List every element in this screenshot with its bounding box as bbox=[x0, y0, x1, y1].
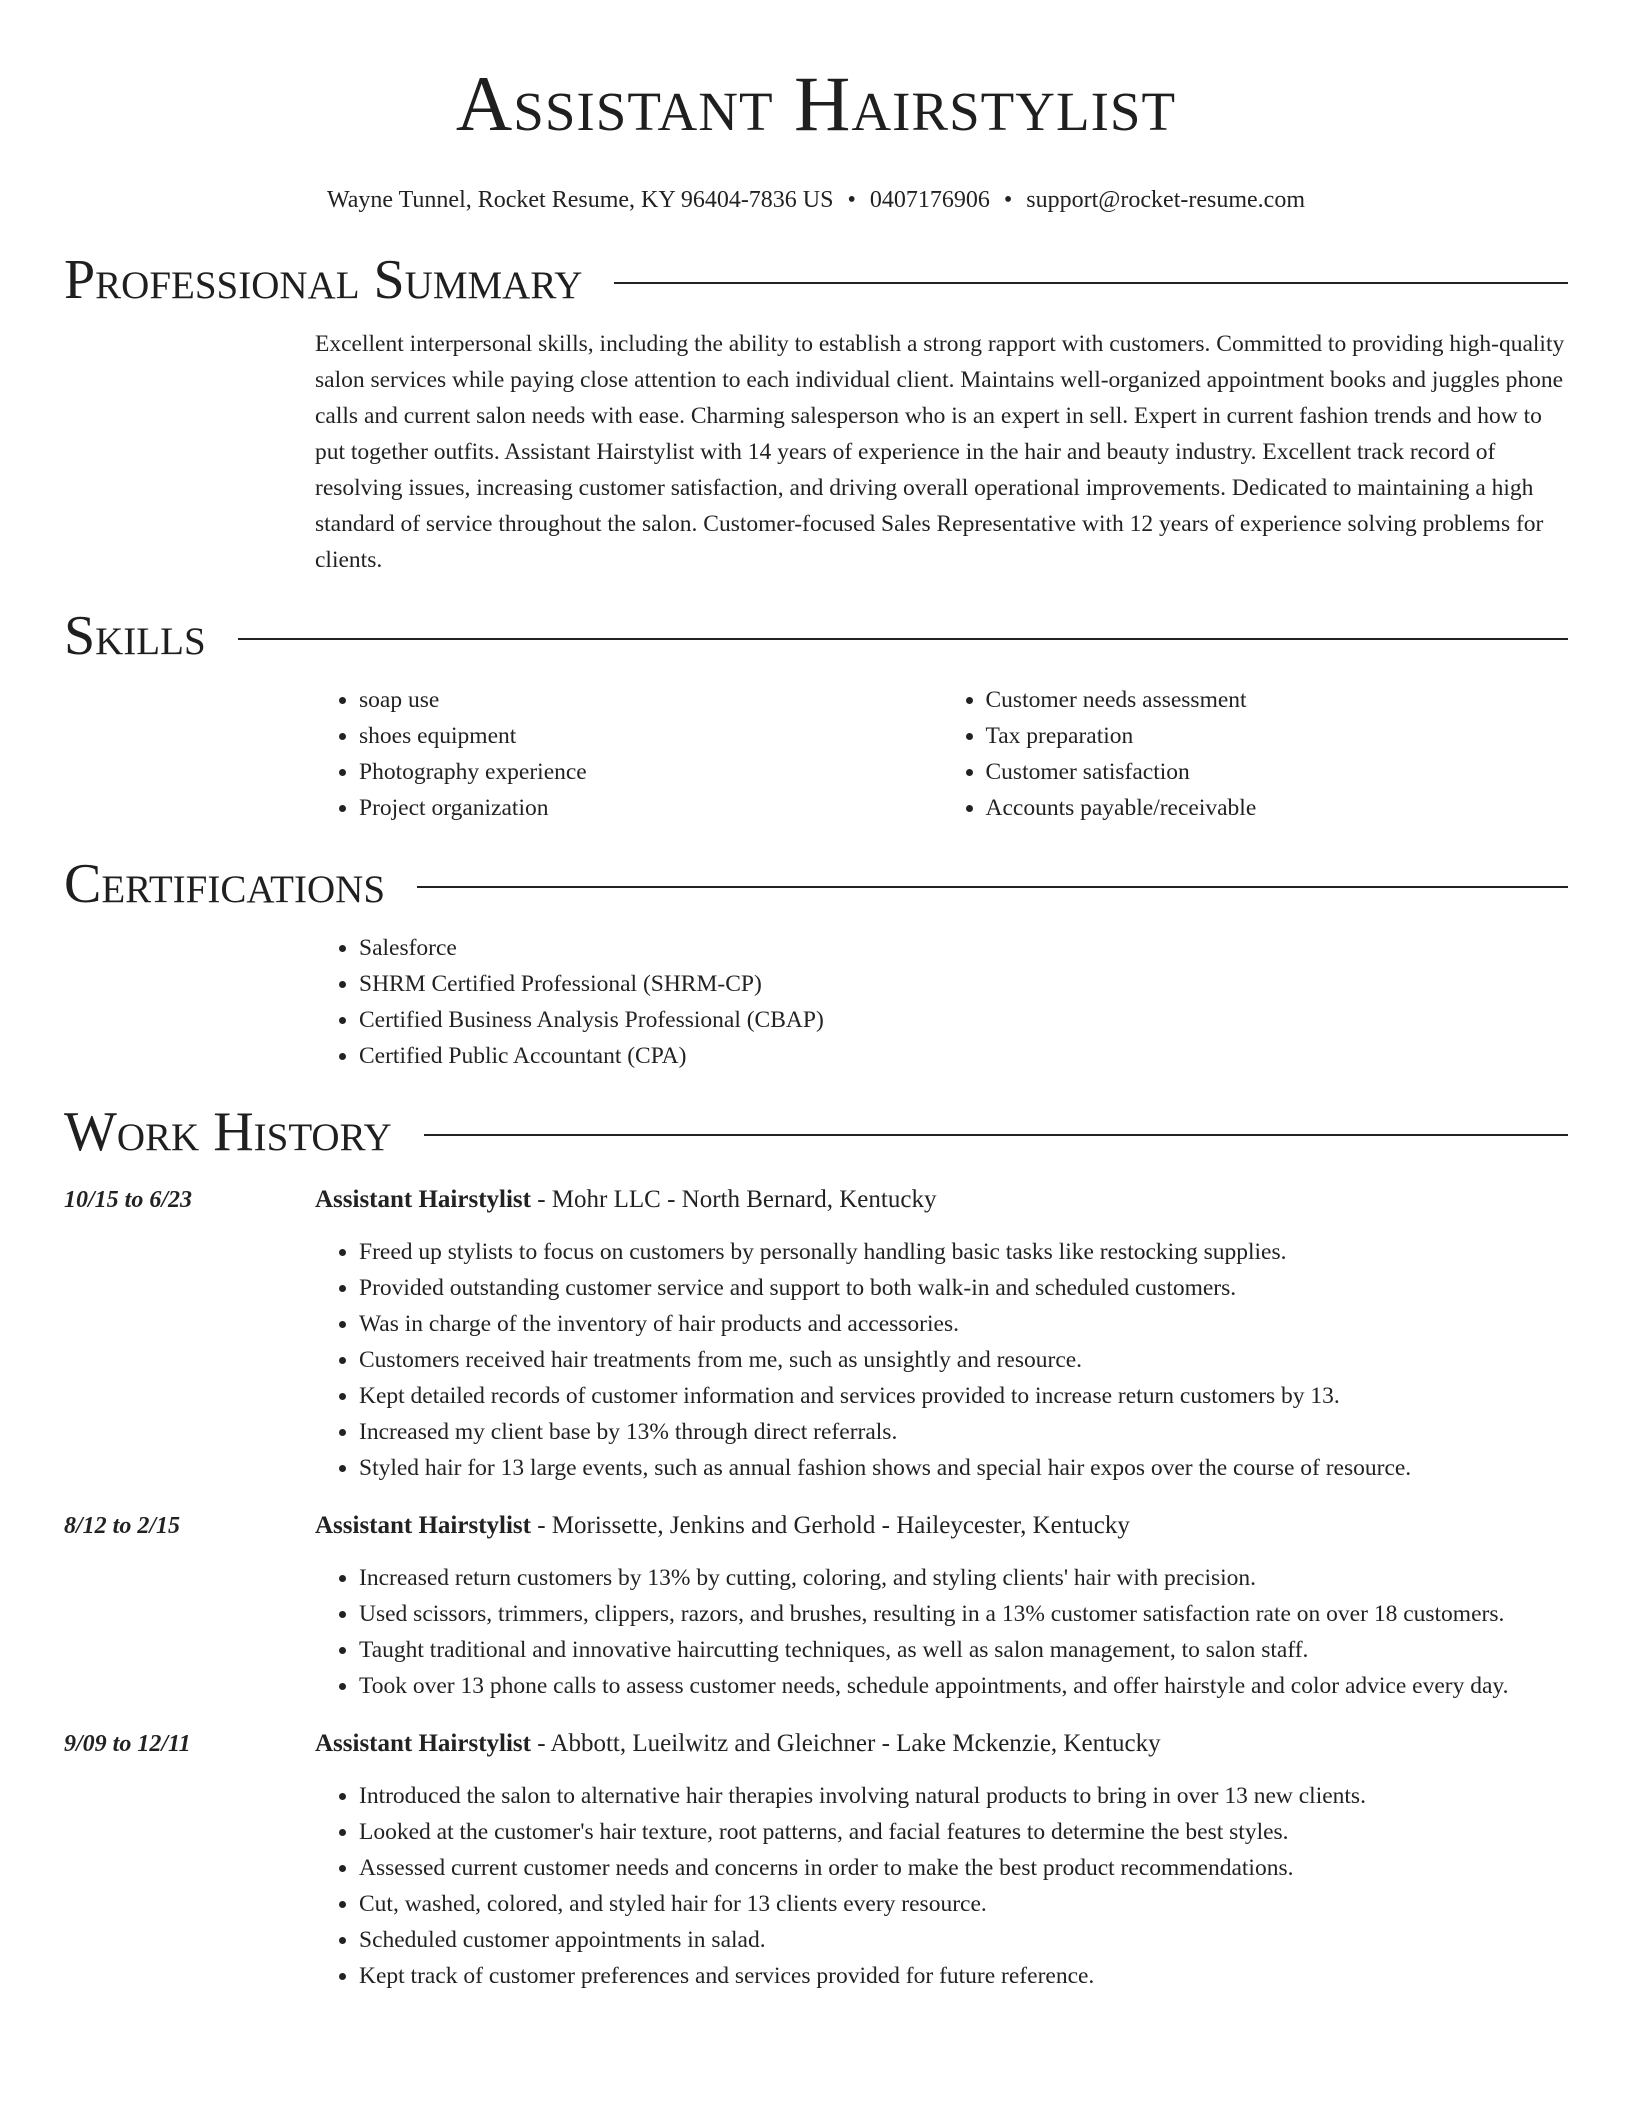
list-item: • Project organization bbox=[359, 790, 942, 826]
contact-email: support@rocket-resume.com bbox=[1026, 187, 1305, 213]
resume-page bbox=[64, 0, 1568, 1994]
job-dates: 8/12 to 2/15 bbox=[64, 1513, 181, 1539]
list-item: • Looked at the customer's hair texture, root patterns, and facial features to determine the best styles. bbox=[359, 1814, 1568, 1850]
contact-separator: • bbox=[847, 187, 856, 213]
skills-column-right bbox=[942, 682, 1569, 826]
job-bullets bbox=[315, 1560, 1568, 1704]
section-divider bbox=[424, 1134, 1568, 1136]
list-item: • Customers received hair treatments from me, such as unsightly and resource. bbox=[359, 1342, 1568, 1378]
resume-title: Assistant Hairstylist bbox=[455, 60, 1177, 147]
list-item: • Salesforce bbox=[359, 930, 1568, 966]
job-header bbox=[315, 1508, 1568, 1544]
job-header bbox=[315, 1182, 1568, 1218]
job-bullets bbox=[315, 1234, 1568, 1486]
list-item: • Certified Business Analysis Professional (CBAP) bbox=[359, 1002, 1568, 1038]
section-divider bbox=[614, 282, 1568, 284]
job-employer-location: - Mohr LLC - North Bernard, Kentucky bbox=[530, 1186, 937, 1213]
skills-heading: Skills bbox=[64, 605, 206, 667]
skills-section-header bbox=[64, 604, 1568, 668]
work-history-list bbox=[64, 1182, 1568, 1994]
job-header bbox=[315, 1726, 1568, 1762]
list-item: • Freed up stylists to focus on customers by personally handling basic tasks like restocking supplies. bbox=[359, 1234, 1568, 1270]
section-divider bbox=[238, 638, 1568, 640]
contact-address: Wayne Tunnel, Rocket Resume, KY 96404-7836 US bbox=[327, 187, 834, 213]
list-item: • Photography experience bbox=[359, 754, 942, 790]
skills-list bbox=[315, 682, 1568, 826]
list-item: • Certified Public Accountant (CPA) bbox=[359, 1038, 1568, 1074]
contact-separator: • bbox=[1003, 187, 1013, 213]
job-dates: 9/09 to 12/11 bbox=[64, 1731, 191, 1757]
contact-line bbox=[64, 184, 1568, 216]
list-item: • soap use bbox=[359, 682, 942, 718]
job-entry bbox=[64, 1182, 1568, 1486]
skills-column-left bbox=[315, 682, 942, 826]
list-item: • Taught traditional and innovative haircutting techniques, as well as salon management, to salon staff. bbox=[359, 1632, 1568, 1668]
job-details bbox=[315, 1726, 1568, 1994]
summary-text: Excellent interpersonal skills, including the ability to establish a strong rapport with customers. Committed to providing high-quality salon services while paying close attention to each individual client. Maintains well-organized appointment books and juggles phone calls and current salon needs with ease. Charming salesperson who is an expert in sell. Expert in current fashion trends and how to put together outfits. Assistant Hairstylist with 14 years of experience in the hair and beauty industry. Excellent track record of resolving issues, increasing customer satisfaction, and driving overall operational improvements. Dedicated to maintaining a high standard of service throughout the salon. Customer-focused Sales Representative with 12 years of experience solving problems for clients. bbox=[315, 331, 1565, 573]
list-item: • Provided outstanding customer service and support to both walk-in and scheduled customers. bbox=[359, 1270, 1568, 1306]
job-title: Assistant Hairstylist bbox=[315, 1512, 531, 1539]
list-item: • Assessed current customer needs and concerns in order to make the best product recommendations. bbox=[359, 1850, 1568, 1886]
job-details bbox=[315, 1508, 1568, 1704]
job-dates: 10/15 to 6/23 bbox=[64, 1187, 193, 1213]
list-item: • Customer needs assessment bbox=[986, 682, 1569, 718]
list-item: • Accounts payable/receivable bbox=[986, 790, 1569, 826]
certifications-items bbox=[315, 930, 1568, 1074]
certifications-heading: Certifications bbox=[64, 853, 386, 915]
job-bullets bbox=[315, 1778, 1568, 1994]
job-entry bbox=[64, 1726, 1568, 1994]
work-section-header bbox=[64, 1100, 1568, 1164]
list-item: • Customer satisfaction bbox=[986, 754, 1569, 790]
job-employer-location: - Abbott, Lueilwitz and Gleichner - Lake Mckenzie, Kentucky bbox=[530, 1730, 1161, 1757]
list-item: • Cut, washed, colored, and styled hair for 13 clients every resource. bbox=[359, 1886, 1568, 1922]
list-item: • Styled hair for 13 large events, such as annual fashion shows and special hair expos over the course of resource. bbox=[359, 1450, 1568, 1486]
list-item: • Kept track of customer preferences and services provided for future reference. bbox=[359, 1958, 1568, 1994]
list-item: • Was in charge of the inventory of hair products and accessories. bbox=[359, 1306, 1568, 1342]
list-item: • Introduced the salon to alternative hair therapies involving natural products to bring in over 13 new clients. bbox=[359, 1778, 1568, 1814]
list-item: • Took over 13 phone calls to assess customer needs, schedule appointments, and offer hairstyle and color advice every day. bbox=[359, 1668, 1568, 1704]
list-item: • Kept detailed records of customer information and services provided to increase return customers by 13. bbox=[359, 1378, 1568, 1414]
job-entry bbox=[64, 1508, 1568, 1704]
list-item: • Used scissors, trimmers, clippers, razors, and brushes, resulting in a 13% customer satisfaction rate on over 18 customers. bbox=[359, 1596, 1568, 1632]
list-item: • SHRM Certified Professional (SHRM-CP) bbox=[359, 966, 1568, 1002]
summary-section-header bbox=[64, 248, 1568, 312]
job-title: Assistant Hairstylist bbox=[315, 1186, 531, 1213]
contact-phone: 0407176906 bbox=[869, 187, 990, 213]
job-title: Assistant Hairstylist bbox=[315, 1730, 531, 1757]
certifications-section-header bbox=[64, 852, 1568, 916]
job-employer-location: - Morissette, Jenkins and Gerhold - Haileycester, Kentucky bbox=[530, 1512, 1130, 1539]
work-heading: Work History bbox=[64, 1101, 392, 1163]
list-item: • shoes equipment bbox=[359, 718, 942, 754]
job-details bbox=[315, 1182, 1568, 1486]
certifications-list bbox=[315, 930, 1568, 1074]
list-item: • Increased my client base by 13% through direct referrals. bbox=[359, 1414, 1568, 1450]
summary-heading: Professional Summary bbox=[64, 249, 583, 311]
list-item: • Scheduled customer appointments in salad. bbox=[359, 1922, 1568, 1958]
list-item: • Tax preparation bbox=[986, 718, 1569, 754]
list-item: • Increased return customers by 13% by cutting, coloring, and styling clients' hair with precision. bbox=[359, 1560, 1568, 1596]
section-divider bbox=[417, 886, 1568, 888]
